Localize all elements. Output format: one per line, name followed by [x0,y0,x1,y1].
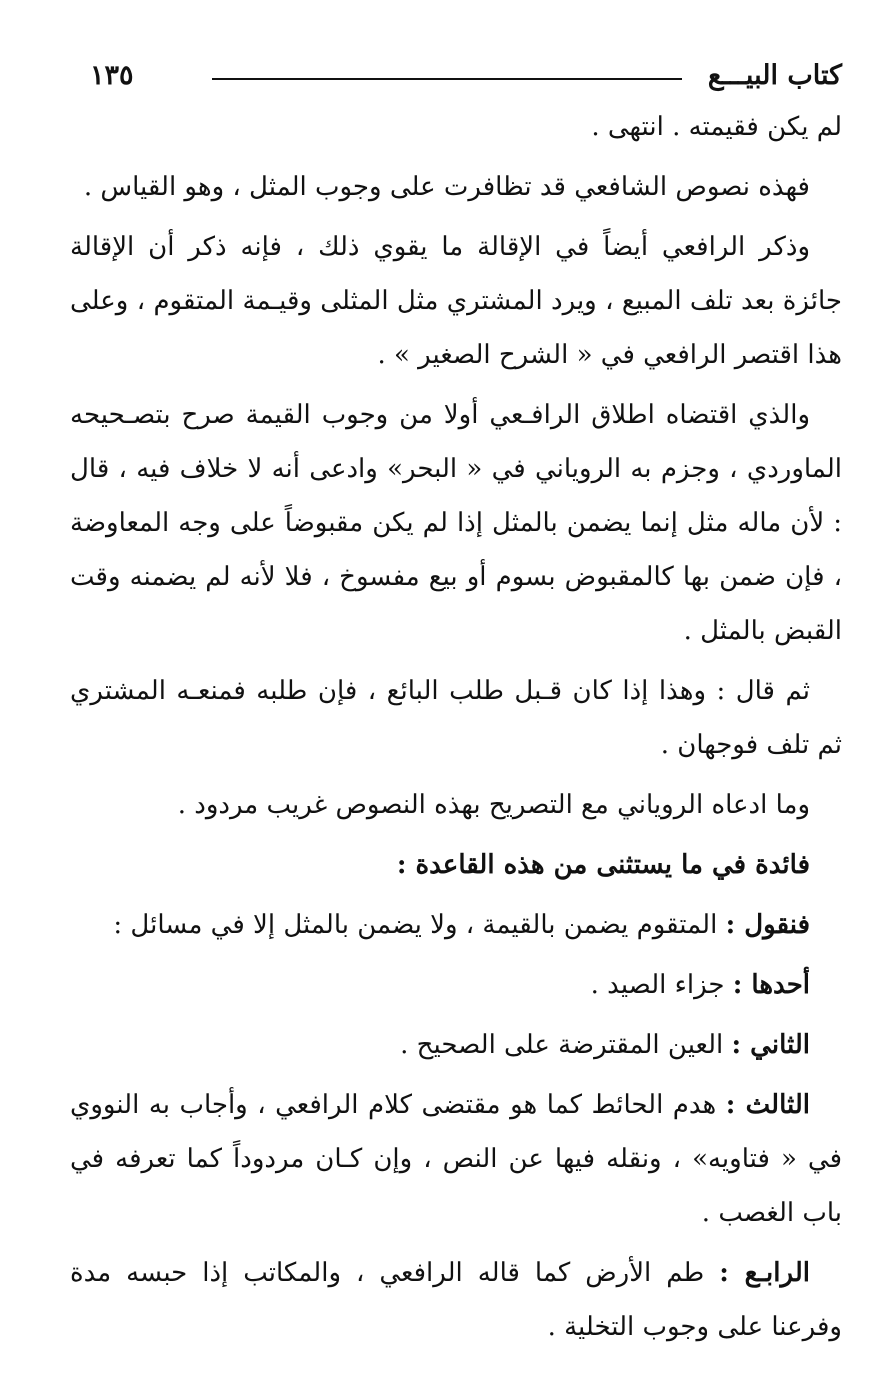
page-number: ١٣٥ [90,60,134,91]
running-title: كتاب البيـــع [707,60,842,91]
paragraph-label: الرابـع : [719,1258,810,1288]
book-page [70,50,842,1360]
paragraph-4: والذي اقتضاه اطلاق الرافـعي أولا من وجوب القيمة صرح بتصـحيحه الماوردي ، وجزم به الروياني في « البحر» وادعى أنه لا خلاف فيه ، قال : لأن ماله مثل إنما يضمن بالمثل إذا لم يكن مقبوضاً على وجه المعاوضة ، فإن ضمن بها كالمقبوض بسوم أو بيع مفسوخ ، فلا لأنه لم يضمنه وقت القبض بالمثل . [70,400,842,646]
paragraph-5: ثم قال : وهذا إذا كان قـبل طلب البائع ، فإن طلبه فمنعـه المشتري ثم تلف فوجهان . [70,676,842,760]
paragraph-body: المتقوم يضمن بالقيمة ، ولا يضمن بالمثل إلا في مسائل : [113,910,726,940]
paragraph-2: فهذه نصوص الشافعي قد تظافرت على وجوب المثل ، وهو القياس . [83,172,810,202]
paragraph-body: العين المقترضة على الصحيح . [400,1030,732,1060]
paragraph-label: الثالث : [725,1090,810,1120]
paragraph-body: جزاء الصيد . [590,970,733,1000]
paragraph-label: الثاني : [731,1030,810,1060]
paragraph-label: أحدها : [732,970,810,1000]
paragraph-6: وما ادعاه الروياني مع التصريح بهذه النصوص غريب مردود . [177,790,810,820]
section-heading: فائدة في ما يستثنى من هذه القاعدة : [396,850,810,880]
paragraph-second [70,1018,842,1072]
paragraph-fanaqul [70,898,842,952]
paragraph-3: وذكر الرافعي أيضاً في الإقالة ما يقوي ذلك ، فإنه ذكر أن الإقالة جائزة بعد تلف المبيع ، ويرد المشتري مثل المثلى وقيـمة المتقوم ، وعلى هذا اقتصر الرافعي في « الشرح الصغير » . [70,232,842,370]
paragraph-first [70,958,842,1012]
paragraph-fourth [70,1246,842,1354]
paragraph-body: طم الأرض كما قاله الرافعي ، والمكاتب إذا حبسه مدة وفرعنا على وجوب التخلية . [70,1258,842,1342]
paragraph-label: فنقول : [725,910,810,940]
paragraph-body: هدم الحائط كما هو مقتضى كلام الرافعي ، وأجاب به النووي في « فتاويه» ، ونقله فيها عن النص ، وإن كـان مردوداً كما تعرفه في باب الغصب . [70,1090,842,1228]
page-header [70,50,842,100]
header-rule [212,78,682,80]
paragraph-1: لم يكن فقيمته . انتهى . [591,112,842,142]
paragraph-third [70,1078,842,1240]
